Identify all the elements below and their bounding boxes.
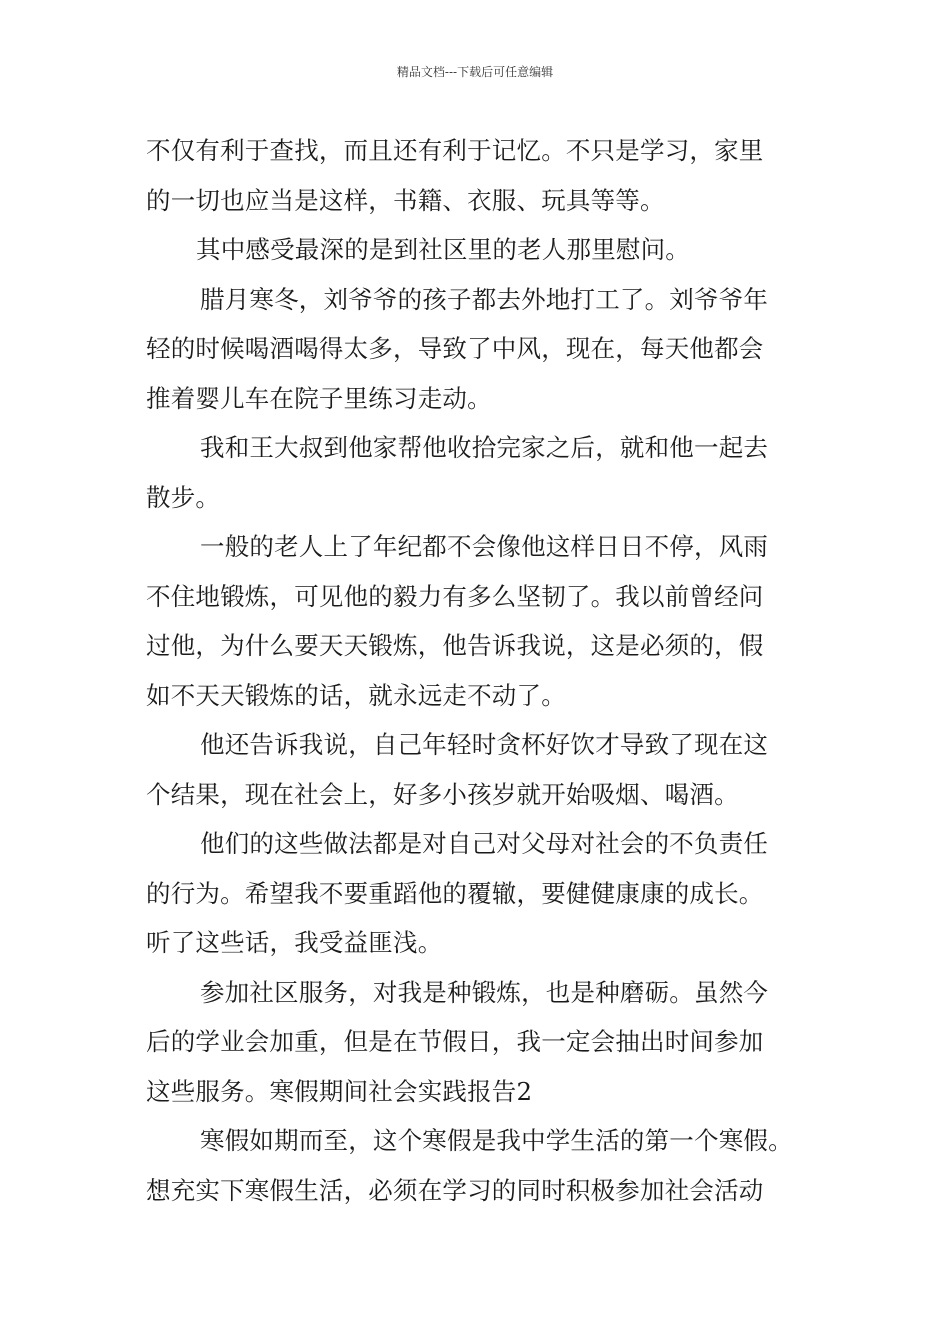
text-line: 腊月寒冬，刘爷爷的孩子都去外地打工了。刘爷爷年 (200, 284, 769, 314)
text-line: 推着婴儿车在院子里练习走动。 (146, 383, 492, 413)
text-line: 这些服务。寒假期间社会实践报告2 (146, 1076, 533, 1106)
text-line: 后的学业会加重，但是在节假日，我一定会抽出时间参加 (146, 1027, 764, 1056)
text-line: 轻的时候喝酒喝得太多，导致了中风，现在，每天他都会 (146, 334, 764, 363)
text-line: 听了这些话，我受益匪浅。 (146, 928, 443, 957)
text-line: 散步。 (146, 482, 221, 512)
text-line: 的一切也应当是这样，书籍、衣服、玩具等等。 (146, 185, 665, 215)
text-line: 过他，为什么要天天锻炼，他告诉我说，这是必须的，假 (146, 631, 764, 660)
text-line: 其中感受最深的是到社区里的老人那里慰问。 (196, 235, 690, 264)
text-line: 不住地锻炼，可见他的毅力有多么坚韧了。我以前曾经问 (146, 581, 764, 611)
text-line: 一般的老人上了年纪都不会像他这样日日不停，风雨 (200, 532, 769, 561)
text-line: 个结果，现在社会上，好多小孩岁就开始吸烟、喝酒。 (146, 779, 739, 809)
text-line: 寒假如期而至，这个寒假是我中学生活的第一个寒假。 (200, 1126, 793, 1155)
page-header: 精品文档---下载后可任意编辑 (396, 65, 554, 79)
text-line: 如不天天锻炼的话，就永远走不动了。 (146, 680, 566, 710)
text-line: 的行为。希望我不要重蹈他的覆辙，要健健康康的成长。 (146, 878, 764, 908)
document-body (146, 126, 814, 1215)
text-line: 不仅有利于查找，而且还有利于记忆。不只是学习，家里 (146, 136, 764, 165)
text-line: 他们的这些做法都是对自己对父母对社会的不负责任 (200, 829, 769, 858)
text-line: 我和王大叔到他家帮他收拾完家之后，就和他一起去 (200, 433, 769, 462)
text-line: 参加社区服务，对我是种锻炼，也是种磨砺。虽然今 (200, 977, 769, 1007)
text-line: 想充实下寒假生活，必须在学习的同时积极参加社会活动 (146, 1175, 764, 1205)
text-line: 他还告诉我说，自己年轻时贪杯好饮才导致了现在这 (200, 730, 769, 759)
